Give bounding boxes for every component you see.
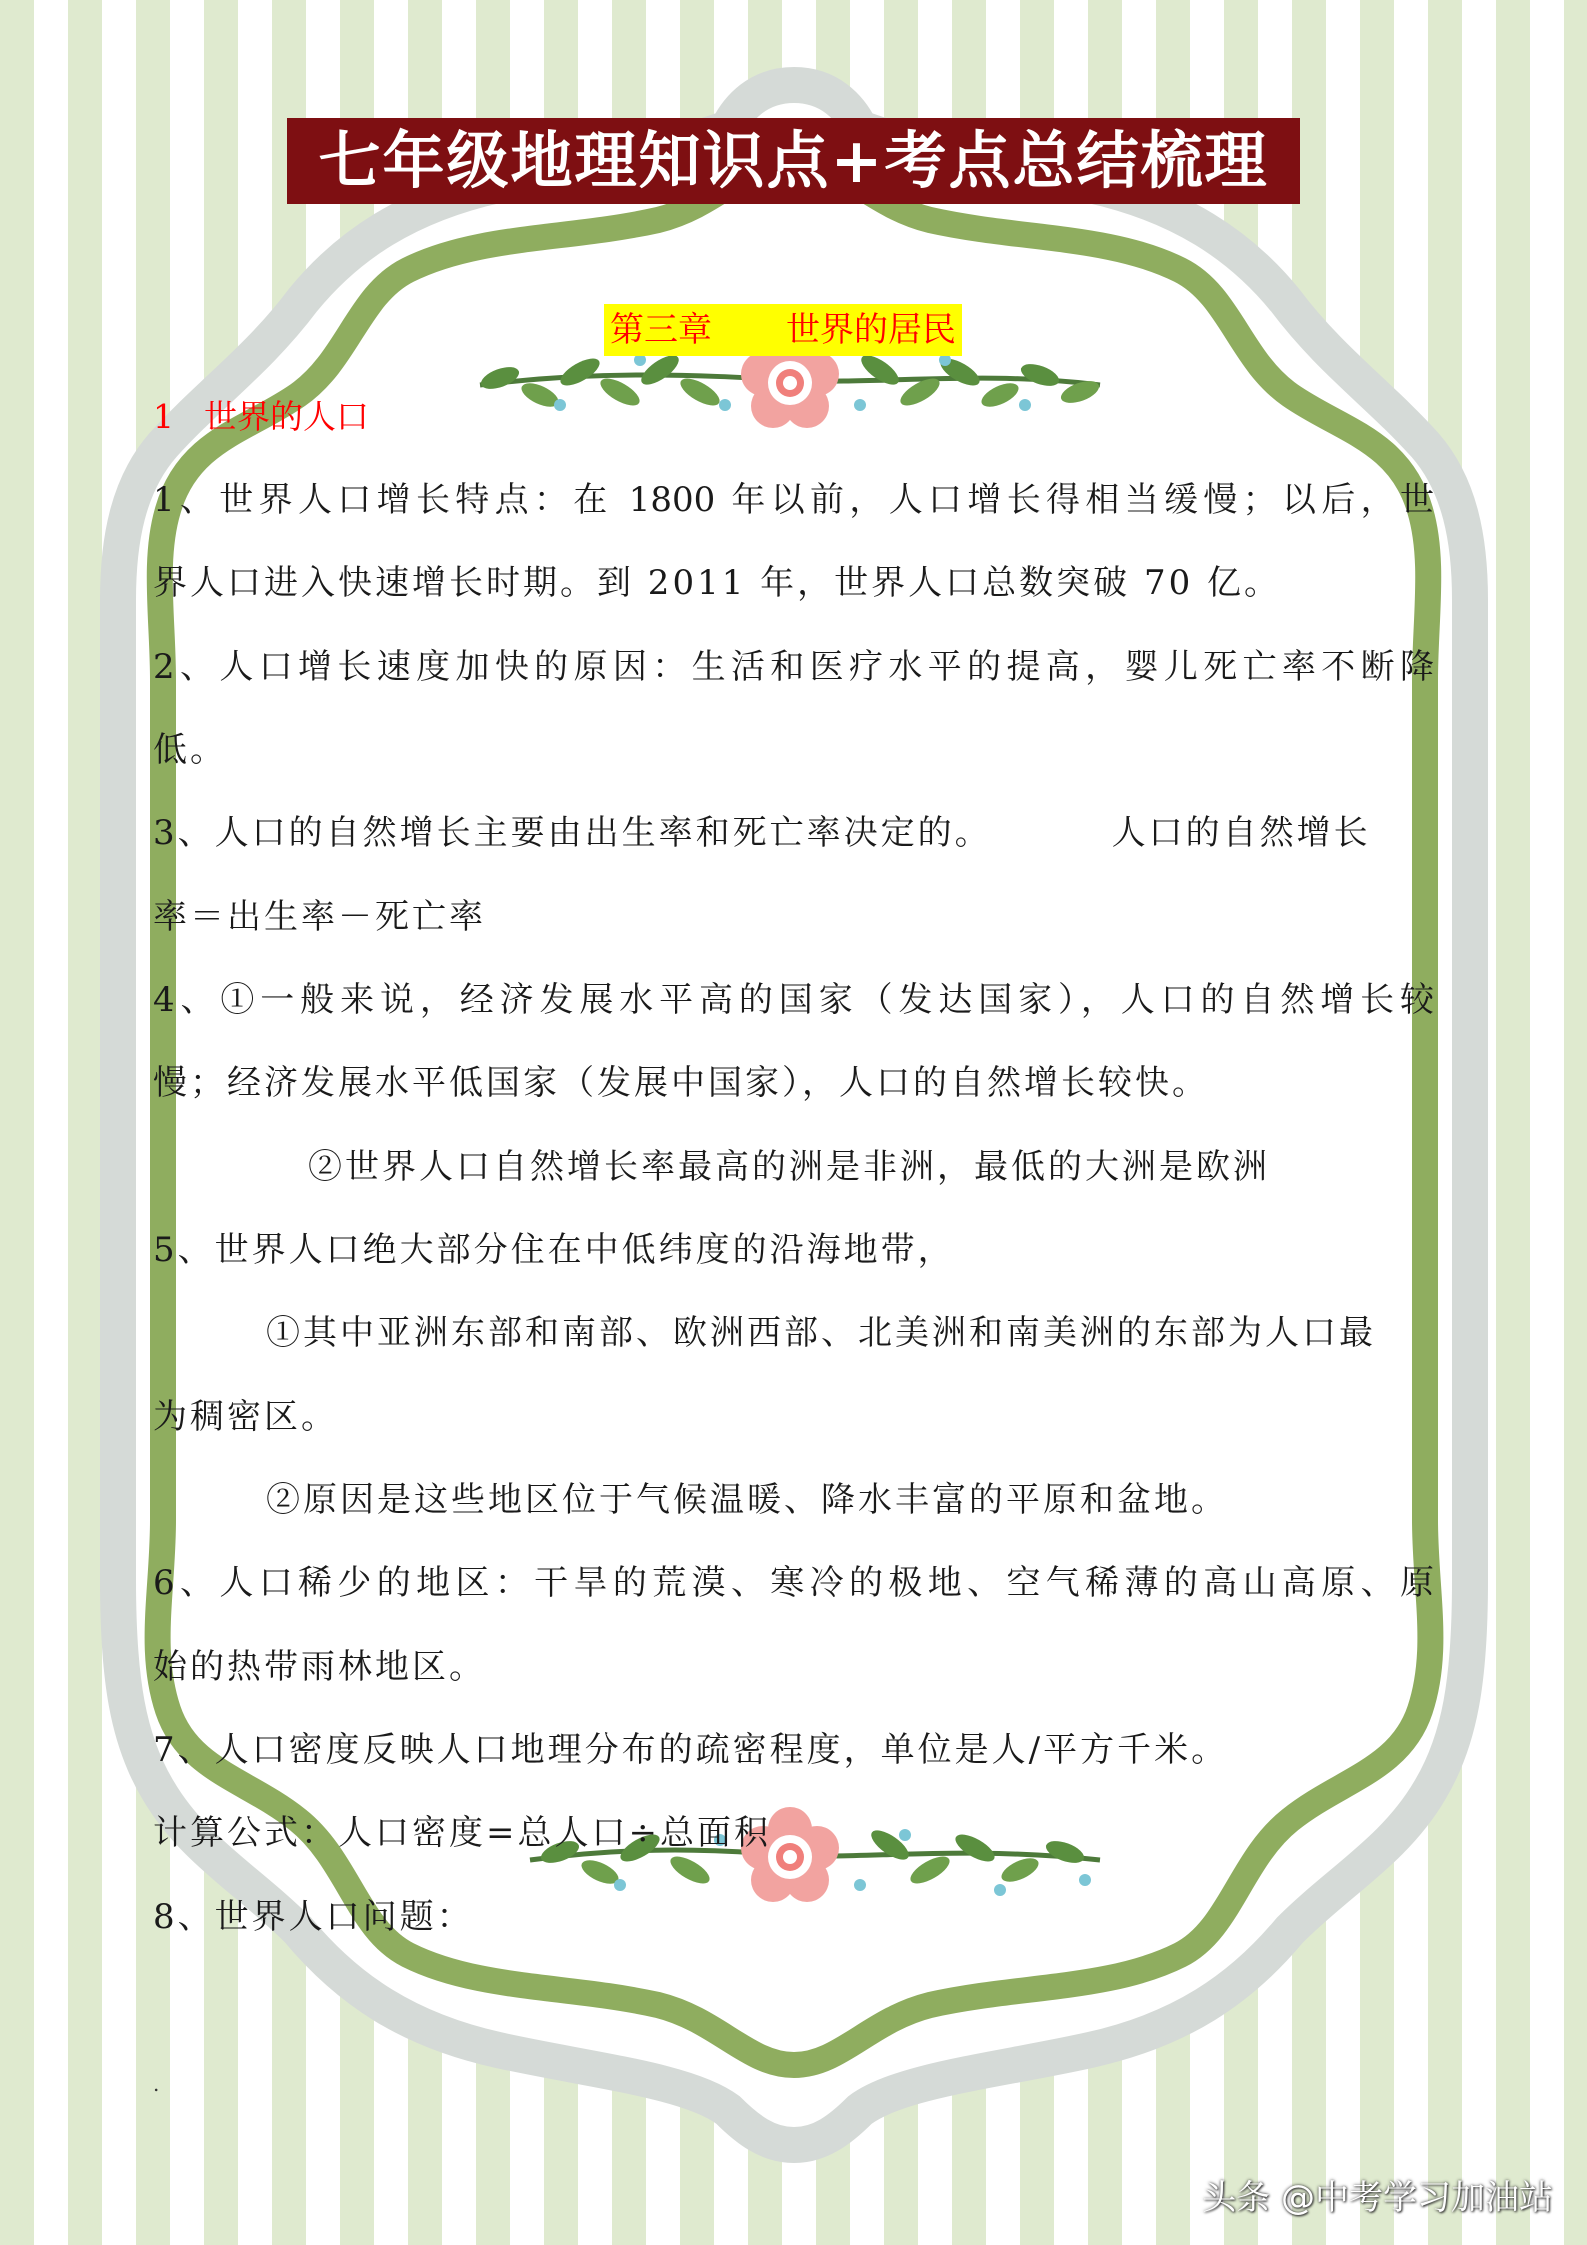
body-line: 5、世界人口绝大部分住在中低纬度的沿海地带， [153, 1230, 955, 1270]
chapter-heading [604, 304, 962, 356]
body-line: 8、世界人口问题： [153, 1897, 474, 1937]
body-text: 人口的自然增长 [1111, 813, 1371, 853]
chapter-number: 第三章 [610, 310, 712, 350]
section-heading [153, 395, 369, 439]
section-number: 1 [153, 397, 174, 436]
body-line: 始的热带雨林地区。 [153, 1647, 486, 1687]
body-line: 界人口进入快速增长时期。到 2011 年，世界人口总数突破 70 亿。 [153, 563, 1282, 603]
body-line: ①其中亚洲东部和南部、欧洲西部、北美洲和南美洲的东部为人口最 [266, 1313, 1376, 1353]
body-line: ②世界人口自然增长率最高的洲是非洲，最低的大洲是欧洲 [308, 1147, 1270, 1187]
page-title: 七年级地理知识点+考点总结梳理 [287, 118, 1300, 204]
chapter-name: 世界的居民 [786, 310, 956, 350]
body-line: 1、世界人口增长特点：在 1800 年以前，人口增长得相当缓慢；以后，世 [153, 480, 1434, 520]
body-line: 为稠密区。 [153, 1397, 338, 1437]
body-line: 7、人口密度反映人口地理分布的疏密程度，单位是人/平方千米。 [153, 1730, 1229, 1770]
body-line: 率＝出生率－死亡率 [153, 897, 486, 937]
body-line: 低。 [153, 730, 227, 770]
body-line: 计算公式：人口密度=总人口÷总面积 [153, 1813, 771, 1853]
body-line [153, 809, 1371, 857]
body-text: 3、人口的自然增长主要由出生率和死亡率决定的。 [153, 813, 992, 853]
inner-green-frame [158, 160, 1431, 2065]
body-line: 2、人口增长速度加快的原因：生活和医疗水平的提高，婴儿死亡率不断降 [153, 647, 1434, 687]
body-line: 4、①一般来说，经济发展水平高的国家（发达国家），人口的自然增长较 [153, 980, 1434, 1020]
body-line: ②原因是这些地区位于气候温暖、降水丰富的平原和盆地。 [266, 1480, 1228, 1520]
trailing-dot: . [153, 2072, 160, 2096]
section-title: 世界的人口 [204, 397, 369, 436]
body-line: 慢；经济发展水平低国家（发展中国家），人口的自然增长较快。 [153, 1063, 1209, 1103]
body-line: 6、人口稀少的地区：干旱的荒漠、寒冷的极地、空气稀薄的高山高原、原 [153, 1563, 1434, 1603]
watermark: 头条 @中考学习加油站 [1202, 2178, 1553, 2218]
